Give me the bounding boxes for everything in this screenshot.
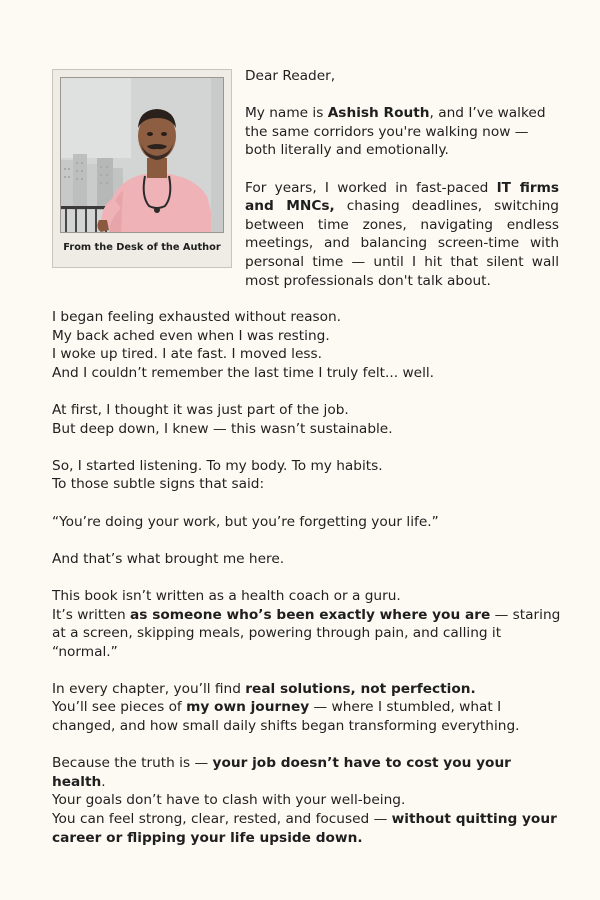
text-line: To those subtle signs that said: [52, 476, 265, 493]
paragraph-7 [52, 587, 562, 661]
text-span: . [101, 773, 106, 790]
bold-phrase: without quitting your career or flipping your life upside down. [52, 811, 557, 846]
author-card [52, 69, 232, 268]
intro-column [245, 67, 559, 309]
bold-phrase: IT firms and MNCs, [245, 179, 560, 215]
text-span: You can feel strong, clear, rested, and focused — [52, 811, 392, 828]
author-photo-icon [61, 78, 224, 233]
greeting: Dear Reader, [245, 68, 336, 84]
text-line: And I couldn’t remember the last time I truly felt... well. [52, 364, 435, 381]
text-span: It’s written [52, 606, 131, 623]
text-line: At first, I thought it was just part of the job. [52, 401, 349, 418]
body-column [52, 308, 562, 866]
intro-paragraph-2 [245, 179, 559, 291]
text-span: , and I’ve walked the same corridors you're walking now — both literally and emotionally. [245, 105, 546, 159]
quote: “You’re doing your work, but you’re forgetting your life.” [52, 513, 439, 530]
paragraph-4 [52, 401, 562, 438]
author-photo [60, 77, 224, 233]
text-span: My name is [245, 105, 328, 122]
text-line: I began feeling exhausted without reason. [52, 309, 342, 325]
text-span: — where I stumbled, what I changed, and how small daily shifts began transforming everything. [52, 699, 520, 735]
text-span: For years, I worked in fast-paced [245, 179, 497, 196]
bold-phrase: my own journey [186, 699, 310, 716]
text-span: — staring at a screen, skipping meals, powering through pain, and calling it “normal.” [52, 606, 561, 660]
text-line: Your goals don’t have to clash with your well-being. [52, 792, 406, 809]
text-line: So, I started listening. To my body. To my habits. [52, 457, 383, 474]
bold-phrase: real solutions, not perfection. [245, 680, 476, 697]
intro-paragraph-1 [245, 104, 559, 160]
text-line: My back ached even when I was resting. [52, 327, 330, 344]
paragraph-8 [52, 680, 562, 736]
text-line: This book isn’t written as a health coach or a guru. [52, 587, 401, 604]
text-span: You’ll see pieces of [52, 699, 187, 716]
photo-caption: From the Desk of the Author [63, 242, 221, 253]
author-name: Ashish Routh [327, 105, 430, 122]
bold-phrase: your job doesn’t have to cost you your health [52, 755, 511, 790]
paragraph-6: And that’s what brought me here. [52, 550, 285, 567]
text-line: I woke up tired. I ate fast. I moved less. [52, 346, 322, 363]
text-span: chasing deadlines, switching between time zones, navigating endless meetings, and balancing screen-time with personal time — until I hit that silent wall most professionals don't talk about. [245, 198, 559, 289]
text-line: But deep down, I knew — this wasn’t sustainable. [52, 420, 393, 437]
text-span: In every chapter, you’ll find [52, 680, 246, 697]
paragraph-3 [52, 308, 562, 382]
paragraph-9 [52, 754, 562, 847]
text-span: Because the truth is — [52, 755, 213, 772]
bold-phrase: as someone who’s been exactly where you are [130, 606, 491, 623]
paragraph-5 [52, 457, 562, 494]
